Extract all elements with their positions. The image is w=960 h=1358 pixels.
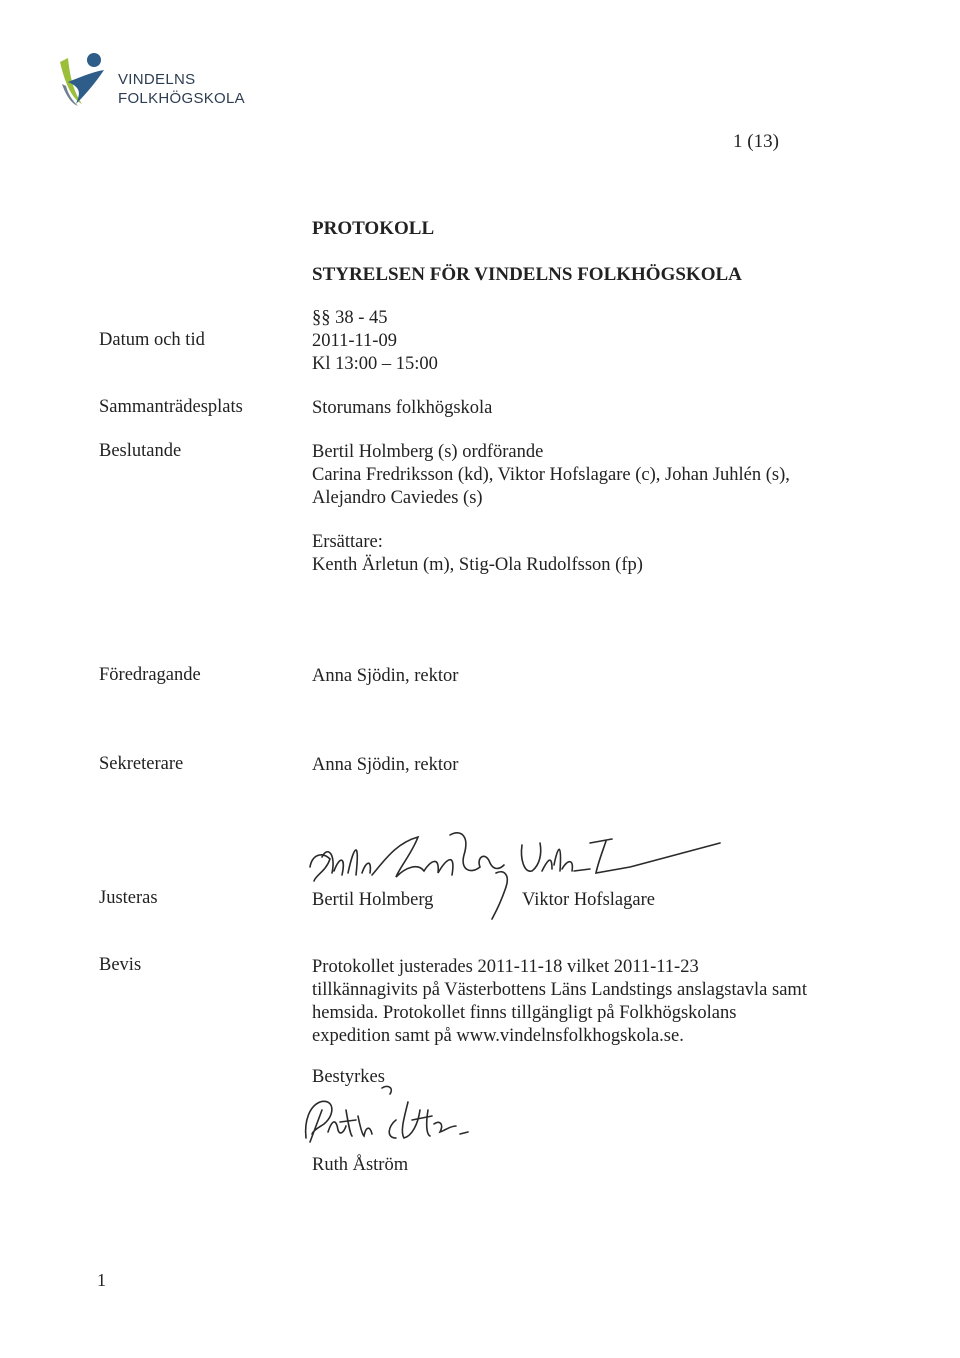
page-number: 1 (13)	[733, 131, 779, 152]
plats-label: Sammanträdesplats	[99, 397, 243, 417]
bevis-line: tillkännagivits på Västerbottens Läns Landstings anslagstavla samt	[312, 980, 807, 1000]
footer-page-number: 1	[97, 1270, 106, 1290]
school-logo-icon	[52, 48, 112, 108]
beslutande-line: Bertil Holmberg (s) ordförande	[312, 442, 544, 462]
school-name-line1: VINDELNS	[118, 71, 196, 88]
bevis-line: expedition samt på www.vindelnsfolkhogskola.se.	[312, 1026, 684, 1046]
beslutande-members	[312, 441, 790, 510]
document-subtitle: STYRELSEN FÖR VINDELNS FOLKHÖGSKOLA	[312, 264, 742, 285]
plats-value: Storumans folkhögskola	[312, 398, 493, 418]
datum-label: Datum och tid	[99, 330, 205, 350]
paragraph-range-text: §§ 38 - 45	[312, 308, 388, 328]
school-name	[118, 70, 245, 108]
foredragande-label: Föredragande	[99, 665, 201, 685]
ersattare-names: Kenth Ärletun (m), Stig-Ola Rudolfsson (fp)	[312, 555, 643, 575]
document-title: PROTOKOLL	[312, 218, 435, 239]
bestyrkes-signature-icon	[300, 1080, 500, 1160]
ersattare-block	[312, 531, 643, 577]
justeras-signer2: Viktor Hofslagare	[522, 890, 655, 910]
foredragande-value: Anna Sjödin, rektor	[312, 666, 459, 686]
sekreterare-label: Sekreterare	[99, 754, 184, 774]
bevis-text	[312, 956, 807, 1048]
justeras-signer1: Bertil Holmberg	[312, 890, 434, 910]
sekreterare-value: Anna Sjödin, rektor	[312, 755, 459, 775]
bevis-line: Protokollet justerades 2011-11-18 vilket 2011-11-23	[312, 957, 699, 977]
ersattare-label: Ersättare:	[312, 532, 383, 552]
bevis-line: hemsida. Protokollet finns tillgängligt på Folkhögskolans	[312, 1003, 737, 1023]
school-name-line2: FOLKHÖGSKOLA	[118, 90, 245, 107]
beslutande-line: Alejandro Caviedes (s)	[312, 488, 483, 508]
bestyrkes-name: Ruth Åström	[312, 1155, 409, 1175]
beslutande-label: Beslutande	[99, 441, 182, 461]
paragraph-range	[312, 307, 438, 376]
justeras-label: Justeras	[99, 888, 158, 908]
meeting-date: 2011-11-09	[312, 331, 397, 351]
bestyrkes-label: Bestyrkes	[312, 1067, 385, 1087]
beslutande-line: Carina Fredriksson (kd), Viktor Hofslagare (c), Johan Juhlén (s),	[312, 465, 790, 485]
bevis-label: Bevis	[99, 955, 142, 975]
meeting-time: Kl 13:00 – 15:00	[312, 354, 438, 374]
